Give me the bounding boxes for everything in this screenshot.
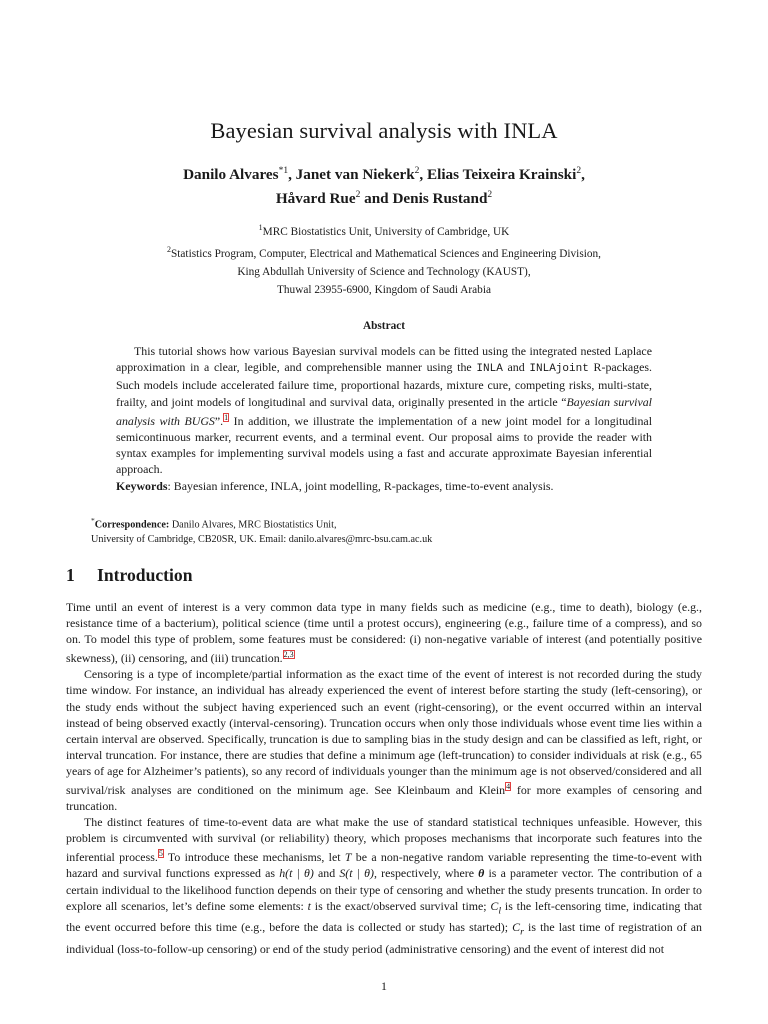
abstract-text: R-packages. Such models include accelerated failure time, proportional hazards, mixture cure, competing risks, multi-state, frailty, and joint models of longitudinal and survival data, originally presented in the article “: [116, 360, 652, 409]
author-name: Janet van Niekerk: [295, 166, 415, 184]
author-name: Elias Teixeira Krainski: [426, 166, 577, 184]
paragraph-text: Censoring is a type of incomplete/partial information as the exact time of the event of interest is not recorded during the study time window. For instance, an individual has already experienced the event of interest before starting the study (left-censoring), or the study ends without the subject having experienced such an event (right-censoring), or the event occurred within an interval instead of being observed exactly (interval-censoring). Truncation occurs when only those individuals whose event time lies within a certain interval are observed. Specifically, truncation is due to sampling bias in the study design and can be classified as left, right, or interval truncation. For instance, there are studies that define a minimum age (left-truncation) to consider individuals at risk (e.g., 65 years of age for Alzheimer’s patients), so any record of individuals younger than the minimum age is not observed/considered and all survival/risk analyses are conditioned on the minimum age. See Kleinbaum and Klein: [66, 667, 702, 797]
affiliation-2-line-2: King Abdullah University of Science and Technology (KAUST),: [237, 265, 531, 278]
author-affil-mark: 2: [576, 166, 582, 176]
citation-link[interactable]: 4: [506, 782, 511, 791]
citation-link[interactable]: 1: [224, 412, 229, 422]
paragraph-text: be a non-negative random variable representing the time-to-event with hazard and survival functions expressed as: [66, 850, 702, 881]
paragraph-text: and: [313, 866, 340, 881]
paragraph-text: Time until an event of interest is a very common data type in many fields such as medicine (e.g., time to death), biology (e.g., resistance time of a bacterium), political science (time until a protest occurs), engineering (e.g., failure time of a compress), and so on. To model this type of problem, some features must be considered: (i) non-negative variable of interest (and potentially positive skewness), (ii) censoring, and (iii) truncation.: [66, 600, 702, 666]
footnote-label: Correspondence:: [94, 519, 170, 531]
math-expression: S(t | θ): [339, 866, 374, 881]
abstract-heading: Abstract: [362, 320, 406, 332]
keywords-text: : Bayesian inference, INLA, joint modelling, R-packages, time-to-event analysis.: [167, 478, 554, 493]
section-body: [66, 599, 702, 957]
affiliation-2: [0, 241, 768, 263]
math-symbol: C: [512, 920, 521, 935]
paper-title: Bayesian survival analysis with INLA: [210, 118, 558, 143]
section-number: 1: [66, 565, 75, 585]
author-name: Danilo Alvares: [183, 166, 279, 184]
author-name: Håvard Rue: [275, 190, 356, 208]
affiliation-text: MRC Biostatistics Unit, University of Cambridge, UK: [262, 225, 510, 238]
cited-article-title: Bayesian survival analysis with BUGS: [116, 394, 652, 428]
paragraph-text: for more examples of censoring and truncation.: [66, 782, 702, 814]
abstract-text: and: [502, 360, 530, 375]
citation-link[interactable]: 2,3: [283, 650, 294, 660]
abstract-text: ”.: [214, 413, 224, 428]
footnote-text: Danilo Alvares, MRC Biostatistics Unit,: [169, 519, 337, 531]
paragraph-text: The distinct features of time-to-event data are what make the use of standard statistical techniques unfeasible. However, this problem is circumvented with survival (or reliability) theory, which proposes mechanisms that incorporate such features into the inferential process.: [66, 815, 702, 865]
abstract-text: In addition, we illustrate the implementation of a new joint model for a longitudinal semicontinuous marker, recurrent events, and a terminal event. Our proposal aims to provide the reader with syntax examples for implementing survival models using a fast and accurate approximate Bayesian inferential approach.: [116, 413, 653, 477]
math-symbol: θ: [478, 866, 485, 881]
author-affil-mark: 2: [487, 190, 493, 201]
paragraph-text: To introduce these mechanisms, let: [163, 850, 345, 865]
author-list: Danilo Alvares$^{*1}$, Janet van Niekerk$^2$, Elias Teixeira Krainski$^2$, Håvard Rue$^2$ and Denis Rustand$^2$: [183, 166, 585, 208]
author-affil-mark: *1: [278, 166, 289, 176]
section-title: Introduction: [97, 565, 193, 585]
author-affil-mark: 2: [414, 166, 420, 176]
citation-link[interactable]: 5: [158, 849, 163, 859]
paragraph: [66, 599, 702, 666]
author-conjunction: and: [364, 190, 389, 208]
package-name: INLA: [476, 363, 503, 376]
paragraph-text: is the last time of registration of an individual (loss-to-follow-up censoring) or end of the study period (administrative censoring) and the event of interest did not: [66, 920, 702, 956]
footnote-mark: *: [91, 516, 95, 525]
correspondence-footnote: [91, 514, 691, 547]
paragraph-text: is the exact/observed survival time;: [310, 898, 491, 913]
math-expression: h(t | θ): [279, 866, 314, 881]
affiliation-1: [0, 219, 768, 241]
math-symbol: T: [344, 850, 352, 865]
footnote-text: University of Cambridge, CB20SR, UK. Email: danilo.alvares@mrc-bsu.cam.ac.uk: [91, 533, 433, 545]
math-subscript: r: [520, 926, 524, 938]
math-symbol: C: [490, 898, 499, 913]
paragraph-text: is a parameter vector. The contribution of a certain individual to the likelihood function depends on their type of censoring and whether the study presents truncation. In order to explore all scenarios, let’s define some elements:: [66, 866, 702, 913]
math-subscript: l: [498, 904, 502, 916]
affiliation-2-line-3: Thuwal 23955-6900, Kingdom of Saudi Arabia: [277, 283, 491, 296]
affil-mark: 2: [167, 244, 171, 254]
author-affil-mark: 2: [355, 190, 361, 201]
package-name: INLAjoint: [529, 363, 589, 376]
paragraph: [66, 814, 702, 956]
affil-mark: 1: [258, 223, 263, 232]
paragraph: [66, 666, 702, 814]
keywords-label: Keywords: [116, 478, 168, 493]
section-heading: [66, 565, 193, 586]
page-number: 1: [381, 979, 387, 993]
affiliation-text: Statistics Program, Computer, Electrical and Mathematical Sciences and Engineering Division,: [171, 247, 601, 260]
abstract-body: [116, 343, 652, 494]
affiliations: [0, 219, 768, 299]
abstract-text: This tutorial shows how various Bayesian survival models can be fitted using the integrated nested Laplace approximation in a clear, legible, and comprehensible manner using the: [116, 344, 652, 375]
math-symbol: t: [307, 898, 311, 913]
paragraph-text: is the left-censoring time, indicating that the event occurred before this time (e.g., before the data is collected or study has started);: [66, 898, 702, 935]
keywords-line: [116, 478, 652, 494]
author-name: Denis Rustand: [392, 190, 488, 208]
paragraph-text: , respectively, where: [373, 866, 479, 881]
